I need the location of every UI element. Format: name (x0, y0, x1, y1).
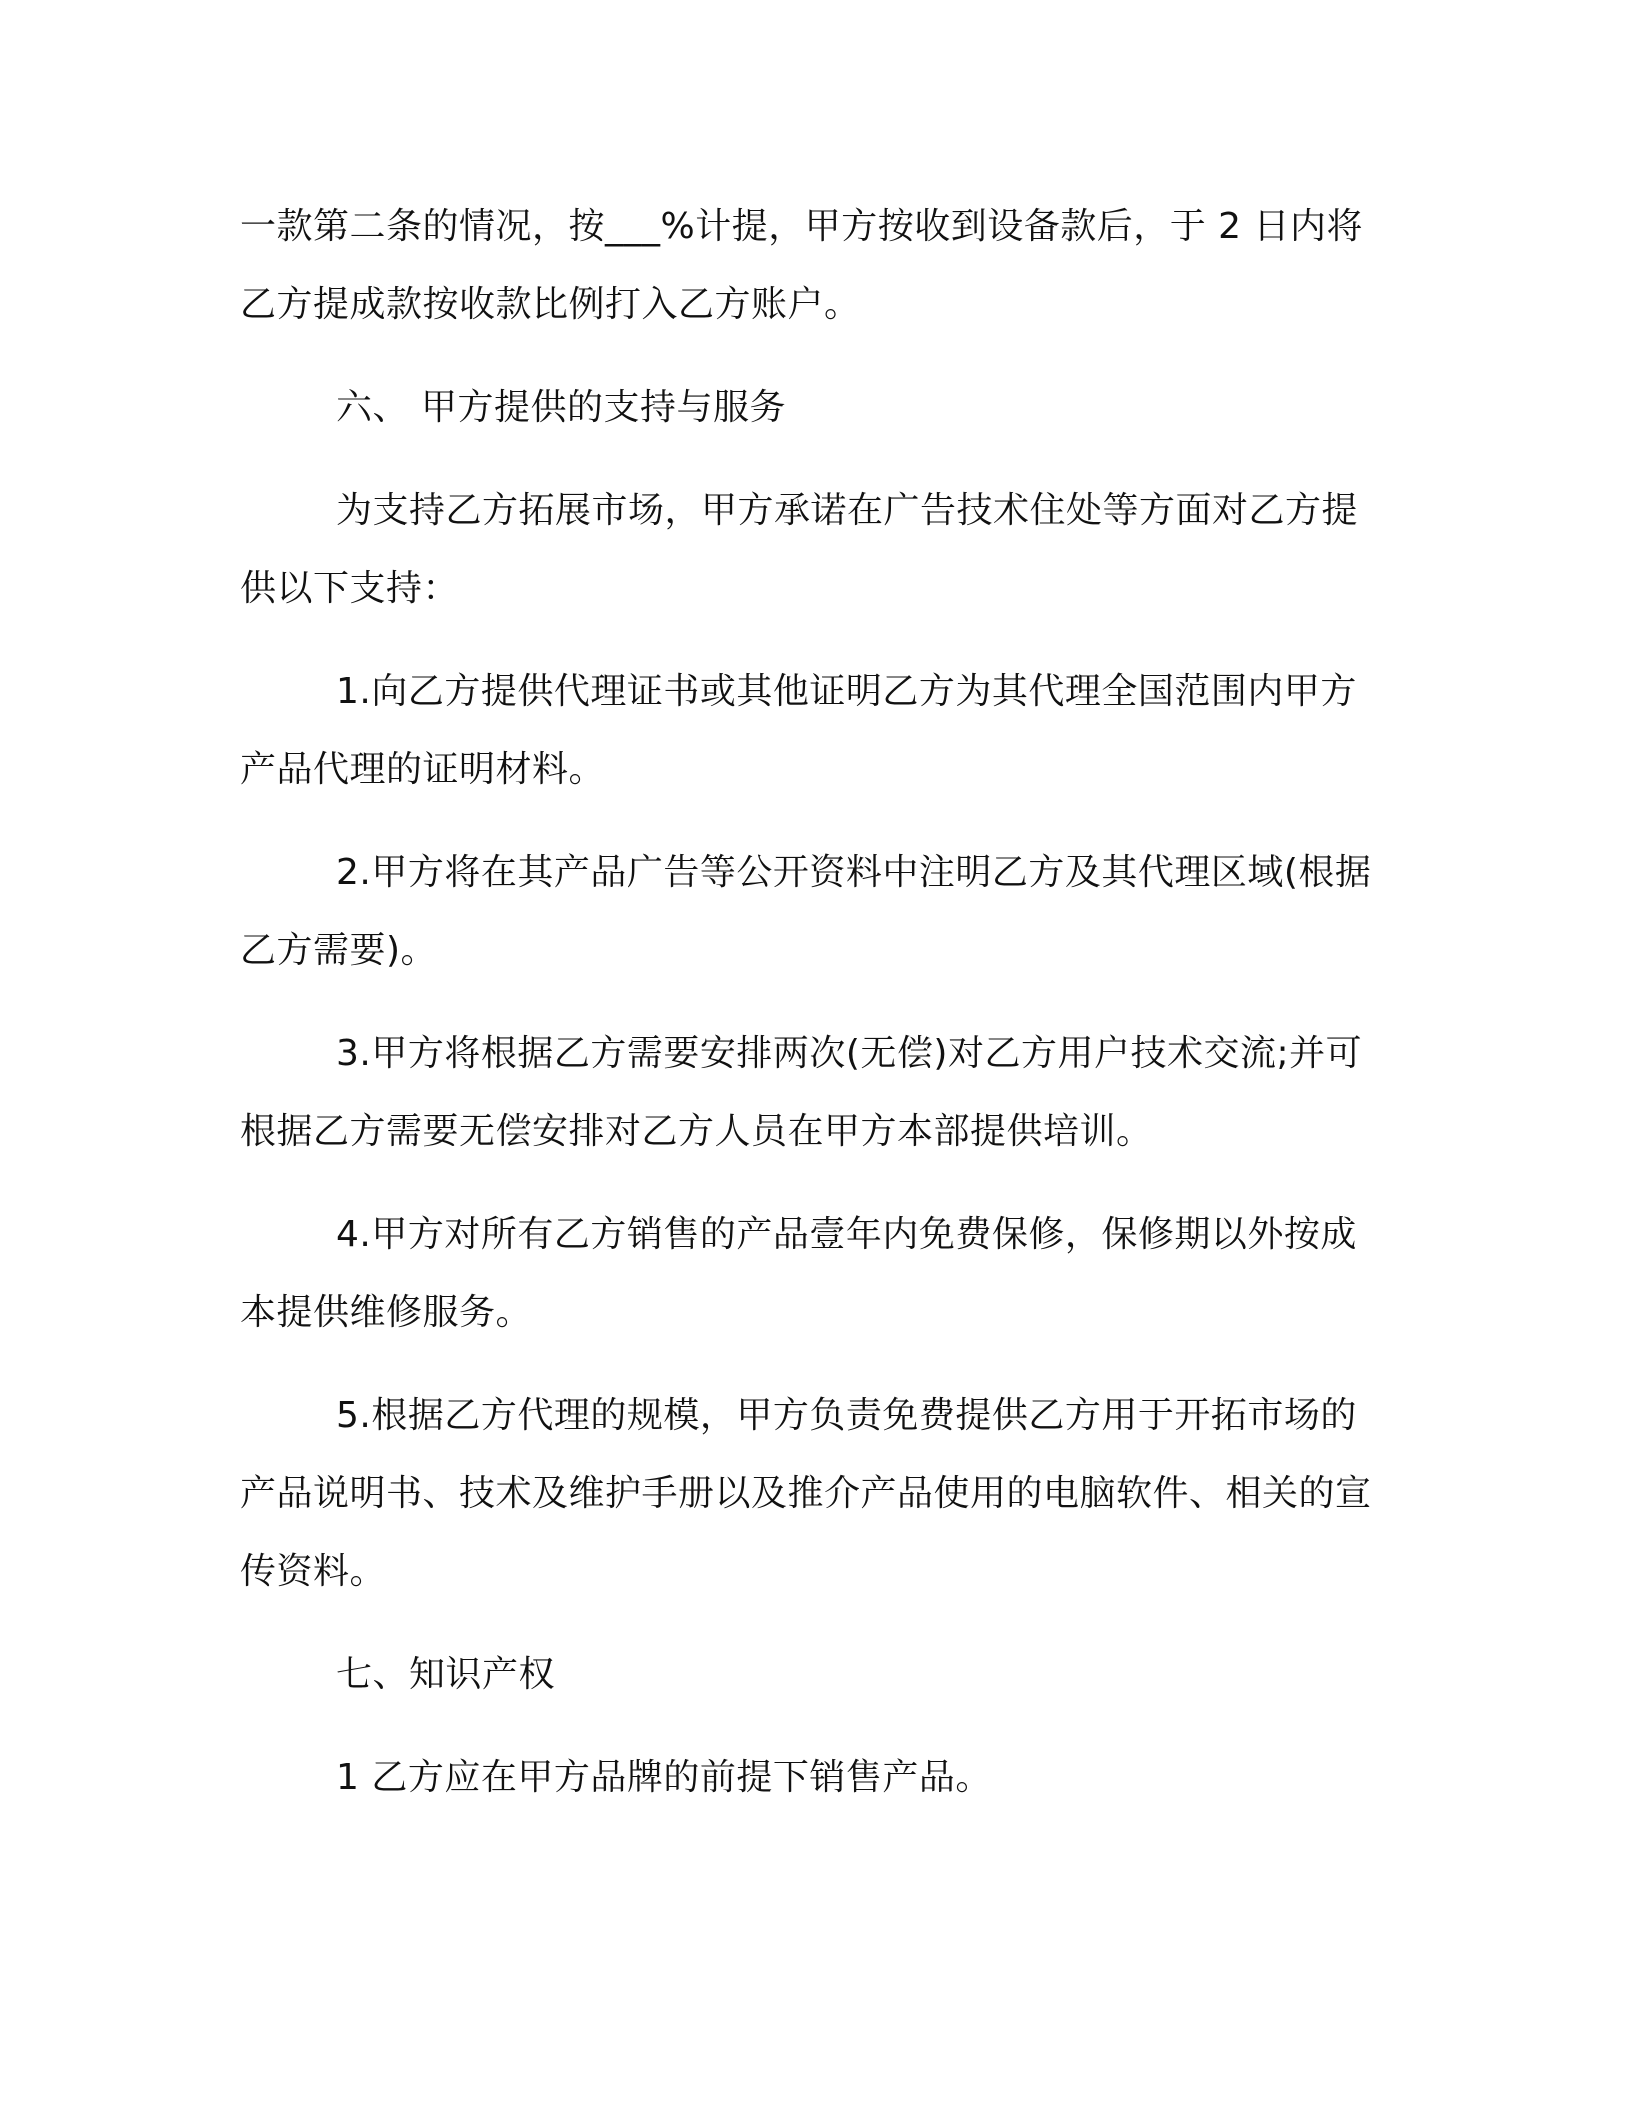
list-item-support-5: 5.根据乙方代理的规模，甲方负责免费提供乙方用于开拓市场的产品说明书、技术及维护手册以及推介产品使用的电脑软件、相关的宣传资料。 (240, 1395, 1372, 1592)
list-item-support-3: 3.甲方将根据乙方需要安排两次(无偿)对乙方用户技术交流;并可根据乙方需要无偿安排对乙方人员在甲方本部提供培训。 (240, 1033, 1363, 1152)
paragraph-commission-continued: 一款第二条的情况，按___%计提，甲方按收到设备款后，于 2 日内将乙方提成款按收款比例打入乙方账户。 (240, 206, 1363, 325)
heading-section-six: 六、 甲方提供的支持与服务 (336, 387, 786, 428)
list-item-ip-1: 1 乙方应在甲方品牌的前提下销售产品。 (336, 1757, 992, 1798)
heading-section-seven: 七、知识产权 (336, 1654, 556, 1695)
list-item-support-2: 2.甲方将在其产品广告等公开资料中注明乙方及其代理区域(根据乙方需要)。 (240, 852, 1372, 971)
list-item-support-1: 1.向乙方提供代理证书或其他证明乙方为其代理全国范围内甲方产品代理的证明材料。 (240, 671, 1357, 790)
paragraph-support-intro: 为支持乙方拓展市场，甲方承诺在广告技术住处等方面对乙方提供以下支持： (240, 490, 1359, 609)
document-body (240, 188, 1390, 1817)
list-item-support-4: 4.甲方对所有乙方销售的产品壹年内免费保修，保修期以外按成本提供维修服务。 (240, 1214, 1357, 1333)
